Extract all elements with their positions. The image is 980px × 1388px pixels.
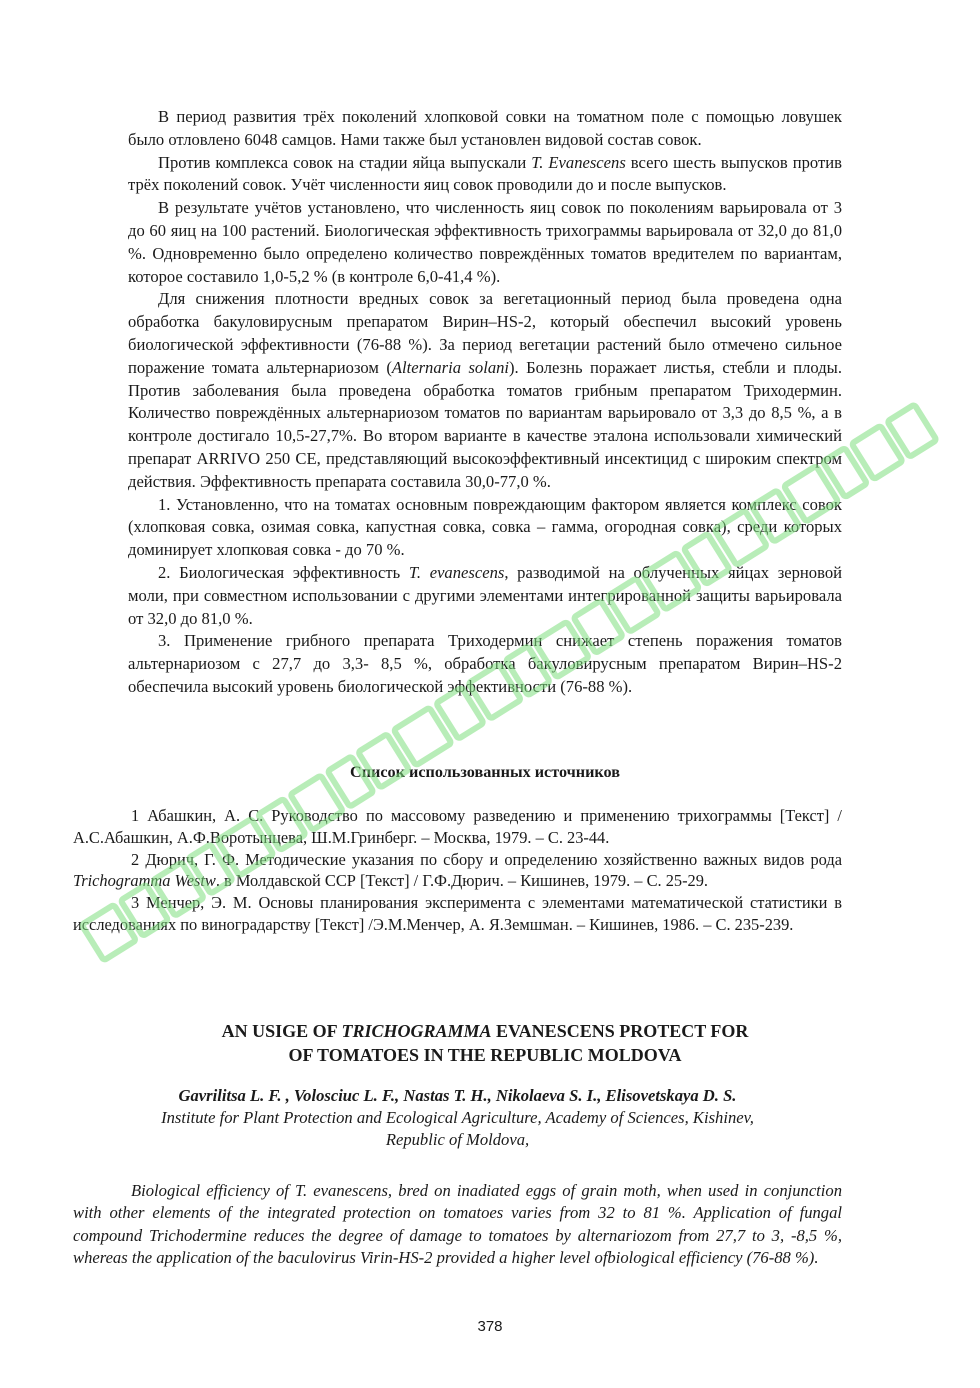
references-list [73, 805, 842, 936]
watermark-block [394, 708, 452, 766]
conclusion-1: 1. Установленно, что на томатах основным повреждающим фактором является комплекс совок (хлопковая совка, озимая совка, капустная совка, совка – гамма, огородная совка), среди которых доминирует хлопковая совка - до 70 %. [128, 494, 842, 560]
english-title [128, 1019, 842, 1067]
title-genus: TRICHOGRAMMA [341, 1021, 492, 1041]
authors-block [73, 1085, 842, 1151]
watermark-block [852, 426, 903, 480]
reference-2 [73, 849, 842, 893]
conclusion-2-species: T. evanescens [408, 562, 505, 582]
english-title-line-1 [128, 1019, 842, 1043]
reference-2-genus: Trichogramma Westw [73, 871, 216, 891]
reference-1: 1 Абашкин, А. С. Руководство по массовому разведению и применению трихограммы [Текст] / А.С.Абашкин, А.Ф.Воротынцева, Ш.М.Гринберг. – Москва, 1979. – С. 23-44. [73, 806, 842, 847]
paragraph-2-text-b: всего шесть выпусков против трёх поколений совок. Учёт численности яиц совок проводили до и после выпусков. [128, 152, 842, 195]
conclusion-3: 3. Применение грибного препарата Триходермин снижает степень поражения томатов альтернариозом с 27,7 до 3,3- 8,5 %, обработка бакуловирусным препаратом Вирин–HS-2 обеспечила высокий уровень биологической эффективности (76-88 %). [128, 631, 842, 696]
paragraph-2-text-a: Против комплекса совок на стадии яйца выпускали [158, 152, 532, 172]
reference-2-text-b: . в Молдавской ССР [Текст] / Г.Ф.Дюрич. – Кишинев, 1979. – С. 25-29. [215, 871, 709, 891]
body-text [128, 106, 842, 699]
paragraph-4-text-a: Для снижения плотности вредных совок за вегетационный период была проведена одна обработка бакуловирусным препаратом Вирин–HS-2, который обеспечил высокий уровень биологической эффективности (76-88 %). За период вегетации растений было отмечено сильное поражение томата альтернариозом ( [128, 289, 842, 377]
reference-2-text-a: 2 Дюрич, Г. Ф. Методические указания по сбору и определению хозяйственно важных видов рода [131, 849, 842, 869]
author-names: Gavrilitsa L. F. , Volosciuc L. F., Nastas T. H., Nikolaeva S. I., Elisovetskaya D. S. [178, 1086, 737, 1105]
page-number: 378 [477, 1318, 503, 1335]
english-abstract [73, 1180, 842, 1270]
reference-3: 3 Менчер, Э. М. Основы планирования эксперимента с элементами математической статистики в исследованиях по виноградарству [Текст] /Э.М.Менчер, А. Я.Земшман. – Кишинев, 1986. – С. 235-239. [73, 893, 842, 934]
species-name: T. Evanescens [531, 152, 626, 172]
paragraph-1: В период развития трёх поколений хлопковой совки на томатном поле с помощью ловушек было отловлено 6048 самцов. Нами также был установлен видовой состав совок. [128, 107, 842, 149]
abstract-text: Biological efficiency of T. evanescens, bred on inadiated eggs of grain moth, when used in conjunction with other elements of the integrated protection on tomatoes varies from 32 to 81 %. Application of fungal compound Trichodermine reduces the degree of damage to tomatoes by alternariozom from 27,7 to 3, -8,5 %, whereas the application of the baculovirus Virin-HS-2 provided a higher level ofbiological efficiency (76-88 %). [73, 1181, 842, 1268]
conclusion-2 [128, 562, 842, 630]
title-part-b: EVANESCENS PROTECT FOR [491, 1021, 749, 1041]
watermark-block [887, 404, 936, 457]
paragraph-4-text-b: ). Болезнь поражает листья, стебли и плоды. Против заболевания была проведена обработка томатов грибным препаратом Триходермин. Количество повреждённых альтернариозом томатов по вариантам варьировало от 3,3 до 8,5 %, а в контроле достигало 10,5-27,7%. Во втором варианте в качестве эталона использовали химический препарат ARRIVO 250 CE, представляющий высокоэффективный инсектицид с широким спектром действия. Эффективность препарата составила 30,0-77,0 %. [128, 357, 842, 491]
pathogen-name: Alternaria solani [391, 357, 510, 377]
paragraph-4 [128, 288, 842, 493]
affiliation-line-2: Republic of Moldova, [385, 1130, 530, 1149]
english-title-line-2: OF TOMATOES IN THE REPUBLIC MOLDOVA [288, 1045, 682, 1065]
affiliation-line-1: Institute for Plant Protection and Ecological Agriculture, Academy of Sciences, Kishinev, [161, 1108, 754, 1127]
paragraph-3: В результате учётов установлено, что численность яиц совок по поколениям варьировала от 3 до 60 яиц на 100 растений. Биологическая эффективность трихограммы варьировала от 32,0 до 81,0 %. Одновременно было определено количество повреждённых томатов вредителем по вариантам, которое составило 1,0-5,2 % (в контроле 6,0-41,4 %). [128, 198, 842, 286]
conclusion-2-text-a: 2. Биологическая эффективность [158, 562, 409, 582]
conclusion-2-text-b: , разводимой на облученных яйцах зерновой моли, при совместном использовании с другими элементами интегрированной защиты варьировала от 32,0 до 81,0 %. [128, 562, 843, 628]
title-part-a: AN USIGE OF [221, 1021, 342, 1041]
references-heading: Список использованных источников [350, 763, 620, 781]
paragraph-2 [128, 152, 842, 198]
